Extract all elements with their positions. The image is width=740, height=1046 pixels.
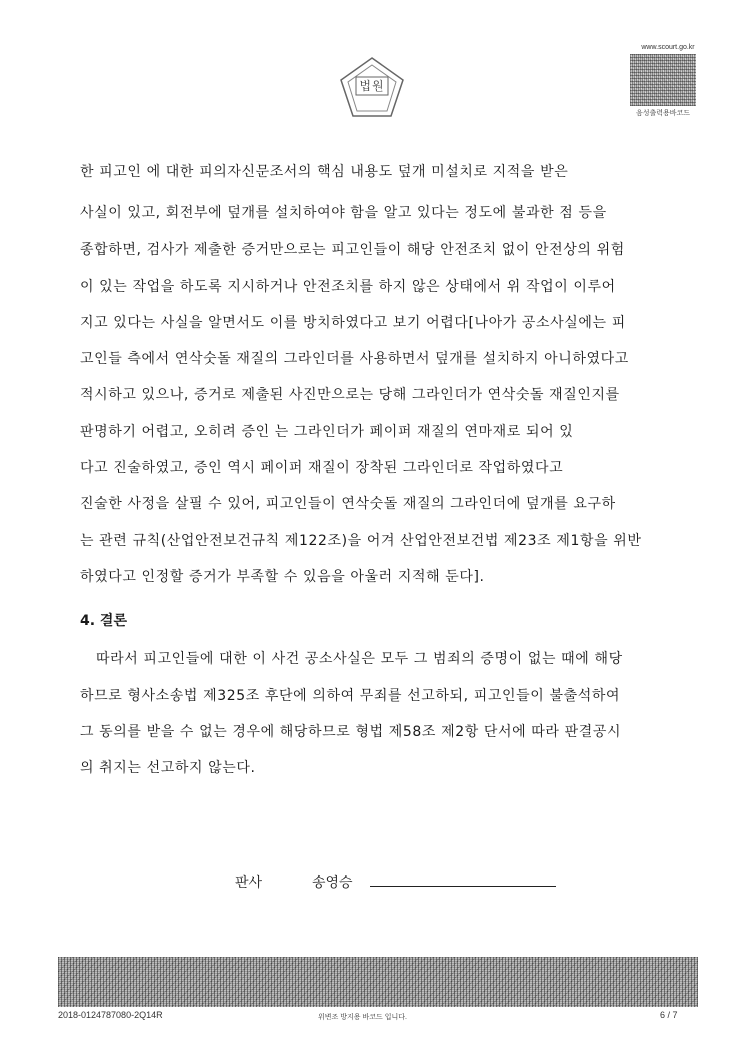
body-line: 판명하기 어렵고, 오히려 증인 는 그라인더가 페이퍼 재질의 연마재로 되어 있 <box>80 424 574 440</box>
doc-number: 2018-0124787080-2Q14R <box>58 1010 163 1020</box>
conclusion-line: 따라서 피고인들에 대한 이 사건 공소사실은 모두 그 범죄의 증명이 없는 때에 해당 <box>96 651 623 667</box>
judge-title: 판사 <box>235 875 263 891</box>
voice-barcode-icon <box>630 54 696 106</box>
footer-notice: 위변조 방지용 바코드 입니다. <box>318 1014 407 1021</box>
body-line: 적시하고 있으나, 증거로 제출된 사진만으로는 당해 그라인더가 연삭숫돌 재질인지를 <box>80 387 620 403</box>
body-line: 는 관련 규칙(산업안전보건규칙 제122조)을 어겨 산업안전보건법 제23조 제1항을 위반 <box>80 533 642 549</box>
section-heading: 4. 결론 <box>80 613 127 629</box>
conclusion-line: 하므로 형사소송법 제325조 후단에 의하여 무죄를 선고하되, 피고인들이 불출석하여 <box>80 688 621 704</box>
judge-name: 송영승 <box>312 875 353 891</box>
anti-forgery-barcode-icon <box>58 957 698 1007</box>
court-url: www.scourt.go.kr <box>641 44 695 51</box>
body-line: 다고 진술하였고, 증인 역시 페이퍼 재질이 장착된 그라인더로 작업하였다고 <box>80 460 564 476</box>
conclusion-line: 그 동의를 받을 수 없는 경우에 해당하므로 형법 제58조 제2항 단서에 따라 판결공시 <box>80 724 622 740</box>
page-number: 6 / 7 <box>660 1010 678 1020</box>
conclusion-line: 의 취지는 선고하지 않는다. <box>80 760 256 776</box>
body-line: 지고 있다는 사실을 알면서도 이를 방치하였다고 보기 어렵다[나아가 공소사실에는 피 <box>80 315 626 331</box>
body-line: 하였다고 인정할 증거가 부족할 수 있음을 아울러 지적해 둔다]. <box>80 569 485 585</box>
body-line: 고인들 측에서 연삭숫돌 재질의 그라인더를 사용하면서 덮개를 설치하지 아니하였다고 <box>80 351 629 367</box>
body-line: 사실이 있고, 회전부에 덮개를 설치하여야 함을 알고 있다는 정도에 불과한 점 등을 <box>80 205 607 221</box>
barcode-caption: 음성출력용바코드 <box>635 109 691 117</box>
body-line: 한 피고인 에 대한 피의자신문조서의 핵심 내용도 덮개 미설치로 지적을 받은 <box>80 164 569 180</box>
body-line: 이 있는 작업을 하도록 지시하거나 안전조치를 하지 않은 상태에서 위 작업이 이루어 <box>80 279 616 295</box>
body-line: 진술한 사정을 살필 수 있어, 피고인들이 연삭숫돌 재질의 그라인더에 덮개를 요구하 <box>80 496 616 512</box>
court-seal-text: 법원 <box>359 79 385 93</box>
signature-line <box>370 886 556 887</box>
body-line: 종합하면, 검사가 제출한 증거만으로는 피고인들이 해당 안전조치 없이 안전상의 위험 <box>80 242 625 258</box>
